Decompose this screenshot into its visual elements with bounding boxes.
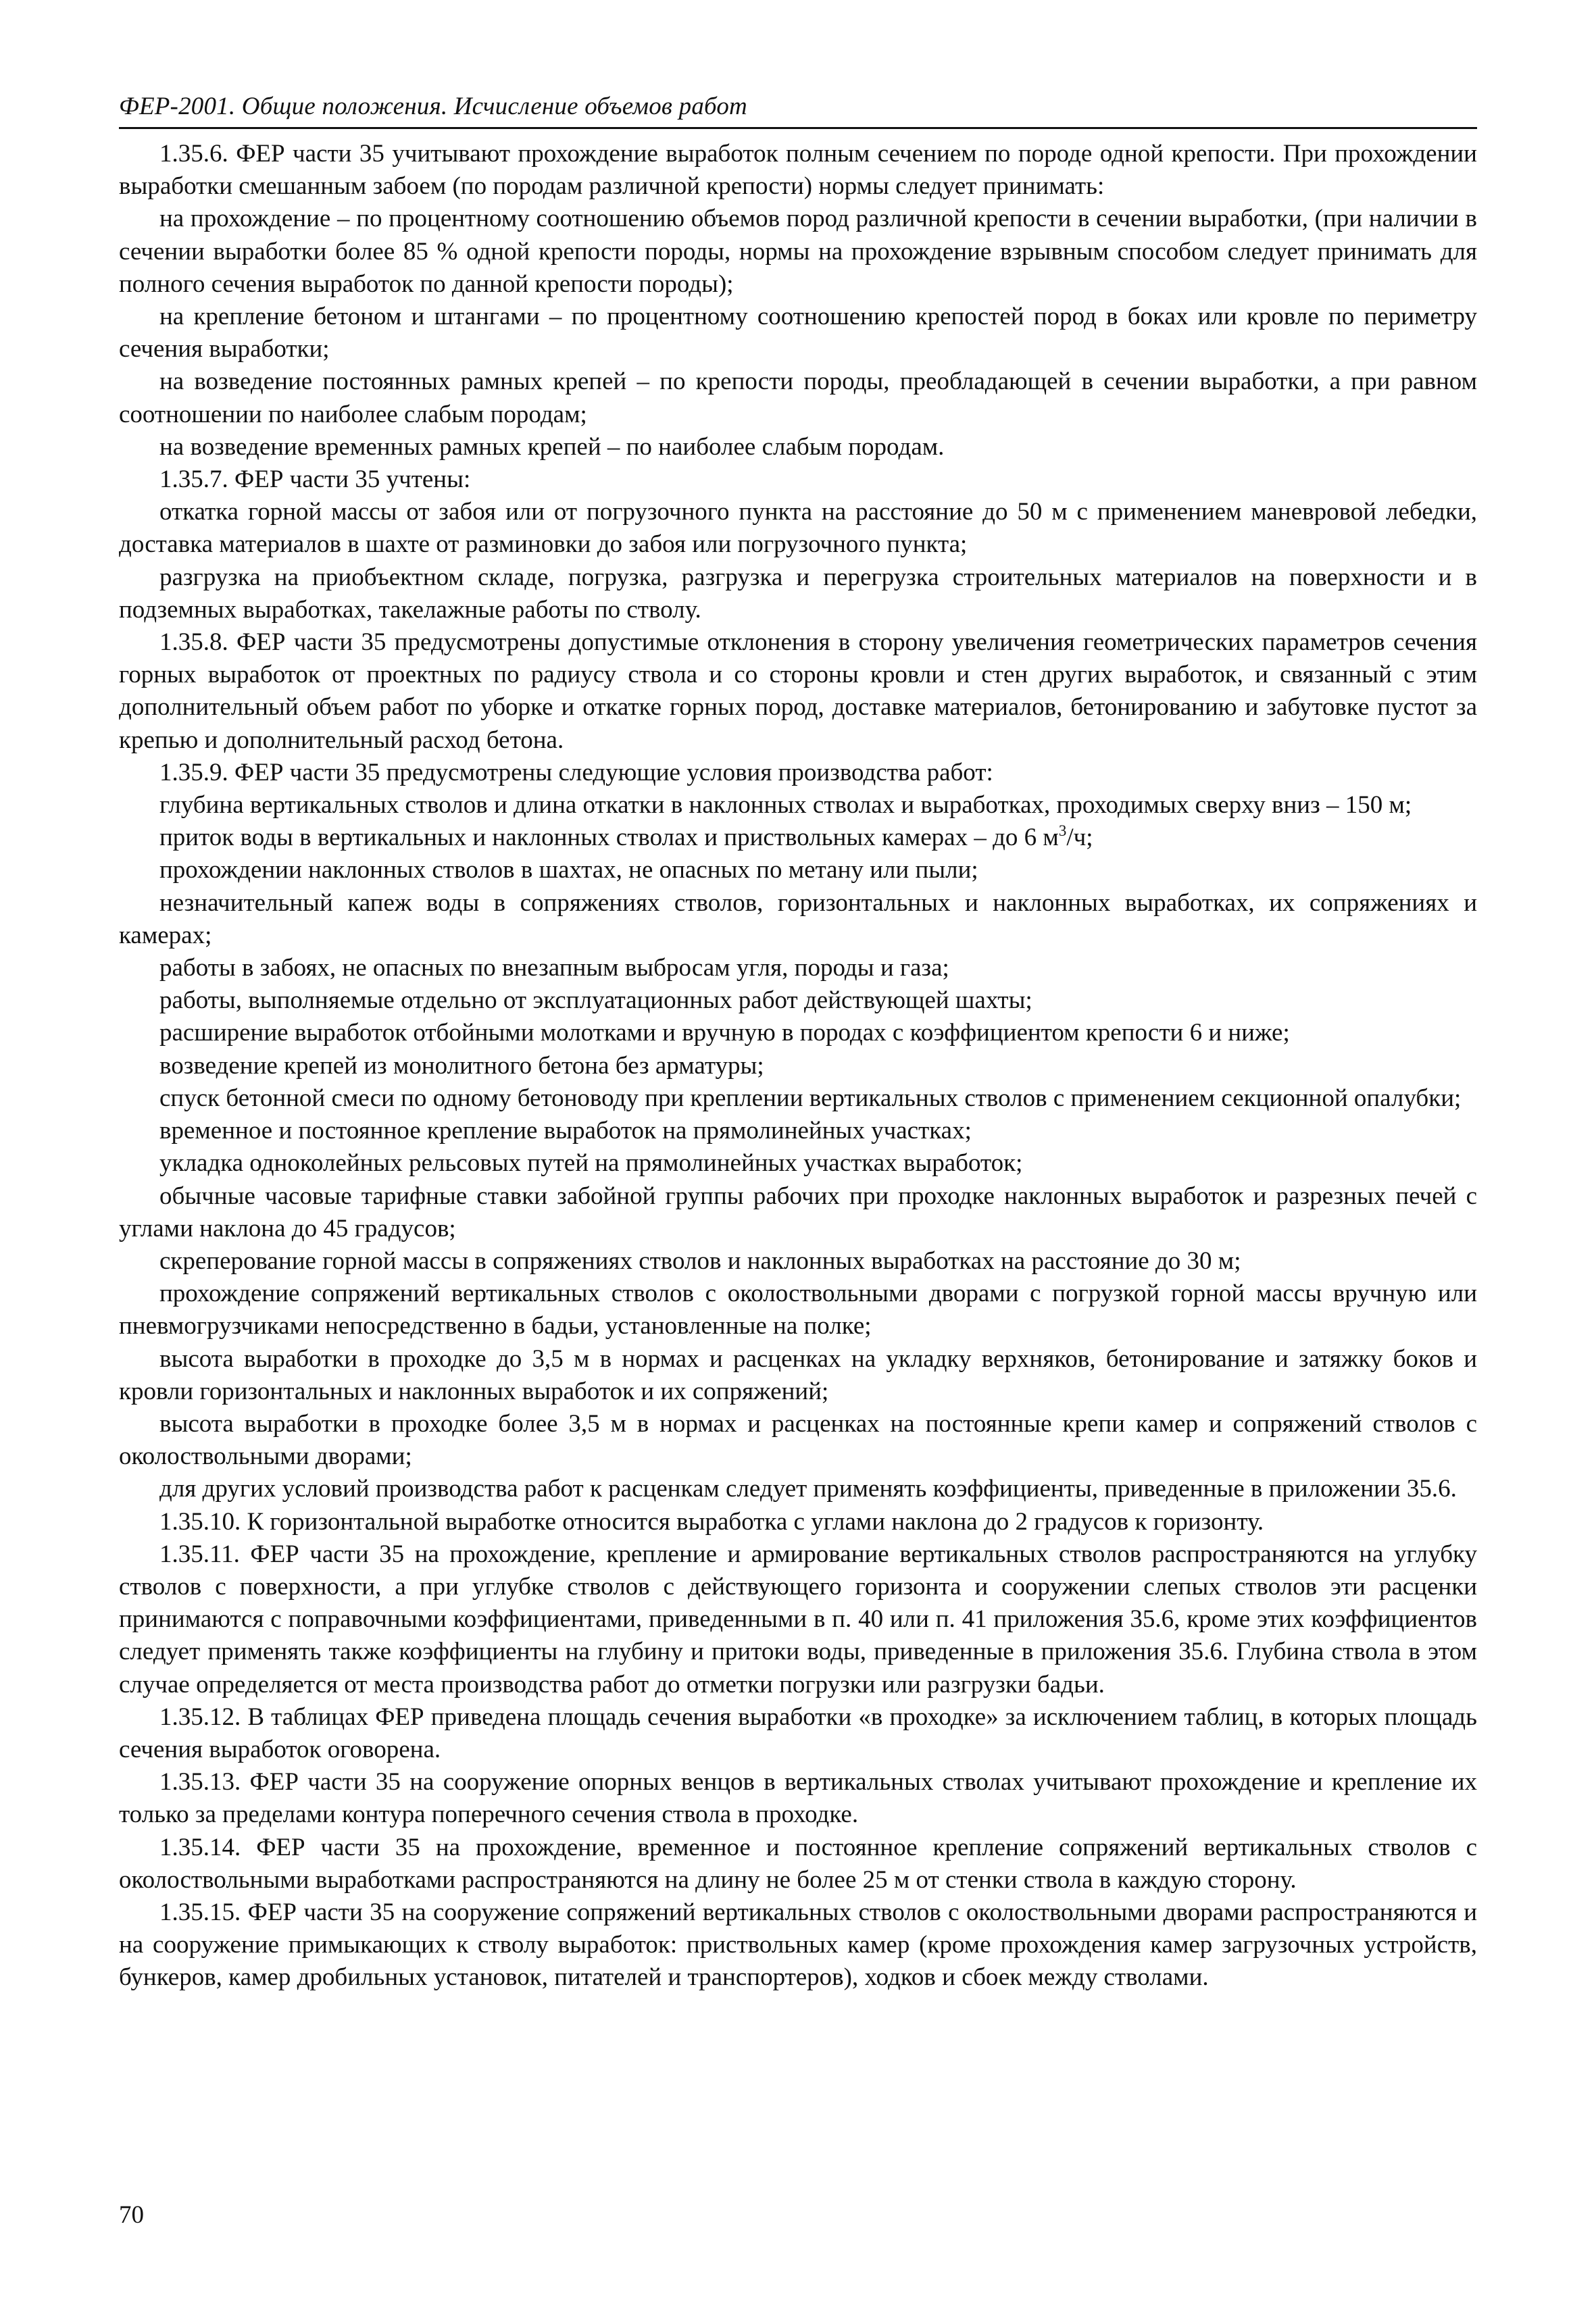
paragraph: 1.35.9. ФЕР части 35 предусмотрены следующие условия производства работ: — [159, 758, 993, 786]
running-header: ФЕР-2001. Общие положения. Исчисление объемов работ — [119, 93, 747, 120]
paragraph: 1.35.12. В таблицах ФЕР приведена площадь сечения выработки «в проходке» за исключением таблиц, в которых площадь сечения выработок оговорена. — [119, 1703, 1477, 1763]
paragraph: 1.35.15. ФЕР части 35 на сооружение сопряжений вертикальных стволов с околоствольными дворами распространяются и на сооружение примыкающих к стволу выработок: приствольных камер (кроме прохождения камер загрузочных устройств, бункеров, камер дробильных установок, питателей и транспортеров), ходков и сбоек между стволами. — [119, 1898, 1477, 1992]
water-inflow-paragraph — [119, 822, 1477, 854]
paragraph: 1.35.6. ФЕР части 35 учитывают прохождение выработок полным сечением по породе одной крепости. При прохождении выработки смешанным забоем (по породам различной крепости) нормы следует принимать: — [119, 140, 1477, 201]
paragraph: 1.35.14. ФЕР части 35 на прохождение, временное и постоянное крепление сопряжений вертикальных стволов с околоствольными выработками распространяются на длину не более 25 м от стенки ствола в каждую сторону. — [119, 1833, 1477, 1894]
paragraph: 1.35.10. К горизонтальной выработке относится выработка с углами наклона до 2 градусов к горизонту. — [159, 1507, 1264, 1536]
water-inflow-text: приток воды в вертикальных и наклонных стволах и приствольных камерах – до 6 м — [159, 824, 1059, 852]
superscript: 3 — [1058, 822, 1067, 840]
paragraph: незначительный капеж воды в сопряжениях стволов, горизонтальных и наклонных выработках, их сопряжениях и камерах; — [119, 888, 1477, 949]
paragraph: глубина вертикальных стволов и длина откатки в наклонных стволах и выработках, проходимых сверху вниз – 150 м; — [159, 791, 1412, 820]
paragraph: временное и постоянное крепление выработок на прямолинейных участках; — [159, 1117, 972, 1145]
page-number: 70 — [119, 2201, 144, 2229]
paragraph: на прохождение – по процентному соотношению объемов пород различной крепости в сечении выработки, (при наличии в сечении выработки более 85 % одной крепости породы, нормы на прохождение взрывным способом следует принимать для полного сечения выработок по данной крепости породы); — [119, 205, 1477, 298]
paragraph: возведение крепей из монолитного бетона без арматуры; — [159, 1051, 764, 1080]
paragraph: прохождение сопряжений вертикальных стволов с околоствольными дворами с погрузкой горной массы вручную или пневмогрузчиками непосредственно в бадьи, установленные на полке; — [119, 1280, 1477, 1340]
paragraph: на возведение временных рамных крепей – по наиболее слабым породам. — [159, 432, 945, 461]
paragraph: высота выработки в проходке более 3,5 м в нормах и расценках на постоянные крепи камер и сопряжений стволов с околоствольными дворами; — [119, 1409, 1477, 1471]
paragraph: прохождении наклонных стволов в шахтах, не опасных по метану или пыли; — [159, 856, 978, 884]
paragraph: 1.35.13. ФЕР части 35 на сооружение опорных венцов в вертикальных стволах учитывают прохождение и крепление их только за пределами контура поперечного сечения ствола в проходке. — [119, 1768, 1477, 1829]
paragraph: 1.35.11. ФЕР части 35 на прохождение, крепление и армирование вертикальных стволов распространяются на углубку стволов с поверхности, а при углубке стволов с действующего горизонта и сооружении слепых стволов эти расценки принимаются с поправочными коэффициентами, приведенными в п. 40 или п. 41 приложения 35.6, кроме этих коэффициентов следует применять также коэффициенты на глубину и притоки воды, приведенные в приложения 35.6. Глубина ствола в этом случае определяется от места производства работ до отметки погрузки или разгрузки бадьи. — [119, 1540, 1477, 1699]
header-rule — [119, 127, 1477, 129]
paragraph: на крепление бетоном и штангами – по процентному соотношению крепостей пород в боках или кровле по периметру сечения выработки; — [119, 303, 1477, 363]
document-body — [119, 138, 1477, 1994]
paragraph: высота выработки в проходке до 3,5 м в нормах и расценках на укладку верхняков, бетонирование и затяжку боков и кровли горизонтальных и наклонных выработок и их сопряжений; — [119, 1344, 1477, 1405]
paragraph: работы, выполняемые отдельно от эксплуатационных работ действующей шахты; — [159, 986, 1032, 1015]
paragraph: на возведение постоянных рамных крепей – по крепости породы, преобладающей в сечении выработки, а при равном соотношении по наиболее слабым породам; — [119, 368, 1477, 428]
paragraph: расширение выработок отбойными молотками и вручную в породах с коэффициентом крепости 6 и ниже; — [159, 1019, 1290, 1047]
paragraph: обычные часовые тарифные ставки забойной группы рабочих при проходке наклонных выработок и разрезных печей с углами наклона до 45 градусов; — [119, 1182, 1477, 1242]
paragraph: 1.35.8. ФЕР части 35 предусмотрены допустимые отклонения в сторону увеличения геометрических параметров сечения горных выработок от проектных по радиусу ствола и со стороны кровли и стен других выработок, и связанный с этим дополнительный объем работ по уборке и откатке горных пород, доставке материалов, бетонированию и забутовке пустот за крепью и дополнительный расход бетона. — [119, 628, 1477, 754]
paragraph: 1.35.7. ФЕР части 35 учтены: — [159, 466, 471, 494]
paragraph: спуск бетонной смеси по одному бетоноводу при креплении вертикальных стволов с применением секционной опалубки; — [159, 1084, 1462, 1112]
paragraph: разгрузка на приобъектном складе, погрузка, разгрузка и перегрузка строительных материалов на поверхности и в подземных выработках, такелажные работы по стволу. — [119, 563, 1477, 624]
paragraph: работы в забоях, не опасных по внезапным выбросам угля, породы и газа; — [159, 954, 949, 982]
water-inflow-unit: /ч; — [1066, 824, 1093, 852]
paragraph: скреперование горной массы в сопряжениях стволов и наклонных выработках на расстояние до 30 м; — [159, 1247, 1241, 1275]
paragraph: укладка одноколейных рельсовых путей на прямолинейных участках выработок; — [159, 1149, 1023, 1178]
paragraph: для других условий производства работ к расценкам следует применять коэффициенты, приведенные в приложении 35.6. — [159, 1475, 1457, 1503]
paragraph: откатка горной массы от забоя или от погрузочного пункта на расстояние до 50 м с применением маневровой лебедки, доставка материалов в шахте от разминовки до забоя или погрузочного пункта; — [119, 498, 1477, 559]
